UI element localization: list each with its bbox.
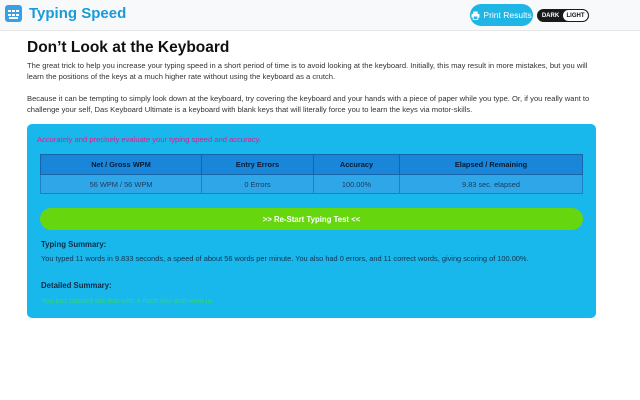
column-header-elapsed: Elapsed / Remaining bbox=[400, 155, 583, 175]
restart-test-button[interactable]: >> Re-Start Typing Test << bbox=[40, 208, 583, 230]
results-intro: Accurately and precisely evaluate your typing speed and accuracy. bbox=[37, 135, 262, 144]
brand-title[interactable]: Typing Speed bbox=[29, 5, 127, 22]
tip-paragraph-1: The great trick to help you increase your typing speed in a short period of time is to avoid looking at the keyboard. Initially, this may result in more mistakes, but you will learn the positions of the keys at a much higher rate without using the keyboard as a crutch. bbox=[27, 61, 588, 81]
tip-paragraph-2: Because it can be tempting to simply look down at the keyboard, try covering the keyboard and your hands with a piece of paper while you type. Or, if you really want to challenge your self, Das Keyboard Ultimate is a keyboard with blank keys that will literally force you to learn the keys via motor-skills. bbox=[27, 94, 590, 114]
print-results-label: Print Results bbox=[483, 10, 532, 20]
theme-toggle[interactable] bbox=[537, 9, 589, 22]
column-header-wpm: Net / Gross WPM bbox=[41, 155, 202, 175]
column-header-errors: Entry Errors bbox=[202, 155, 314, 175]
results-panel bbox=[27, 124, 596, 318]
top-navbar bbox=[0, 0, 640, 31]
typing-summary-text: You typed 11 words in 9.833 seconds, a speed of about 56 words per minute. You also had 0 errors, and 11 correct words, giving scoring of 100.00%. bbox=[41, 254, 529, 263]
elapsed-value: 9.83 sec. elapsed bbox=[400, 175, 583, 194]
detailed-summary-title: Detailed Summary: bbox=[41, 281, 112, 290]
theme-light-option[interactable]: LIGHT bbox=[563, 10, 588, 21]
wpm-value: 56 WPM / 56 WPM bbox=[41, 175, 202, 194]
detailed-summary-text: You just passed the test with a flash key and went in. bbox=[41, 296, 214, 305]
results-table bbox=[40, 154, 583, 194]
results-header-row bbox=[41, 155, 583, 175]
keyboard-icon[interactable] bbox=[5, 5, 22, 22]
table-row bbox=[41, 175, 583, 194]
theme-dark-option[interactable]: DARK bbox=[541, 12, 560, 19]
page-title: Don’t Look at the Keyboard bbox=[27, 39, 230, 56]
printer-icon bbox=[471, 11, 480, 20]
errors-value: 0 Errors bbox=[202, 175, 314, 194]
column-header-accuracy: Accuracy bbox=[314, 155, 400, 175]
accuracy-value: 100.00% bbox=[314, 175, 400, 194]
print-results-button[interactable] bbox=[470, 4, 533, 26]
typing-summary-title: Typing Summary: bbox=[41, 240, 107, 249]
